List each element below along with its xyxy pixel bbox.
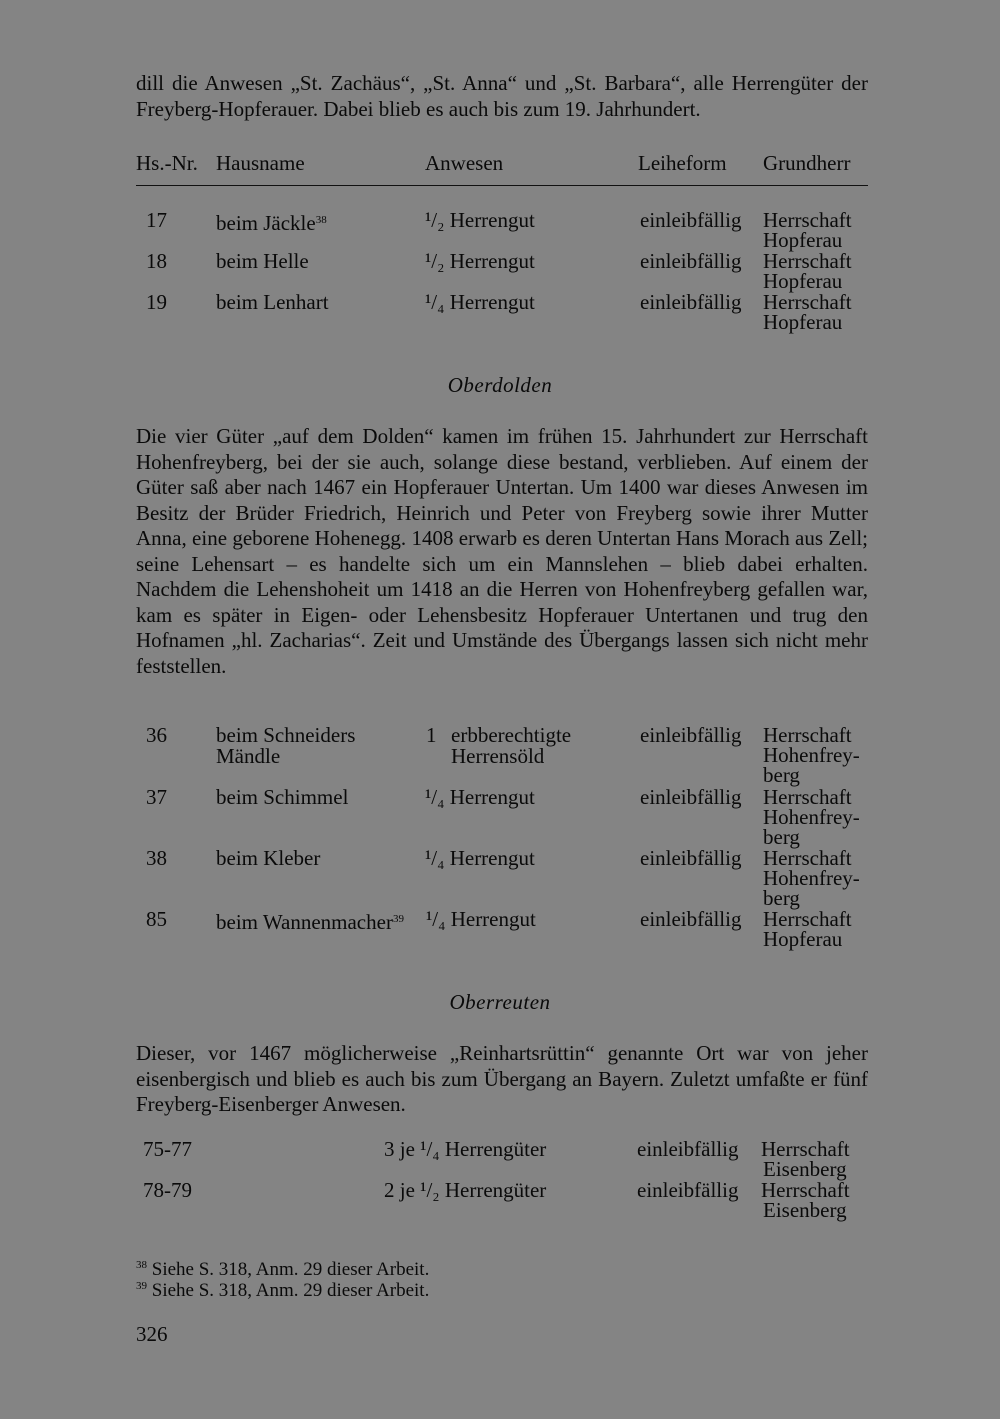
oberreuten-block: [136, 1041, 868, 1118]
cell-anwesen: ¹/₄ Herrengut: [426, 907, 536, 931]
cell-grundherr-line2: Hohenfrey-: [763, 805, 860, 829]
table-header-row: [0, 152, 1000, 174]
cell-grundherr-line2: Hopferau: [763, 269, 843, 293]
cell-grundherr: Herrschaft: [763, 249, 852, 273]
cell-anwesen: ¹/₄ Herrengut: [425, 290, 535, 314]
cell-nr: 38: [146, 846, 167, 870]
cell-grundherr-line3: berg: [763, 825, 800, 849]
cell-grundherr-line2: Hohenfrey-: [763, 743, 860, 767]
cell-grundherr: Herrschaft: [763, 785, 852, 809]
cell-anwesen: ¹/₄ Herrengut: [425, 846, 535, 870]
cell-hausname: beim Helle: [216, 249, 309, 273]
cell-nr: 19: [146, 290, 167, 314]
cell-nr: 85: [146, 907, 167, 931]
cell-leiheform: einleibfällig: [640, 846, 742, 870]
cell-leiheform: einleibfällig: [637, 1178, 739, 1202]
cell-grundherr-line2: Eisenberg: [763, 1198, 847, 1222]
cell-nr: 36: [146, 723, 167, 747]
cell-leiheform: einleibfällig: [640, 723, 742, 747]
table-header-rule: [136, 185, 868, 186]
cell-hausname: [216, 209, 327, 234]
cell-grundherr-line2: Hopferau: [763, 310, 843, 334]
table-row: [0, 907, 1000, 951]
cell-hausname: beim Schneiders: [216, 723, 356, 747]
cell-grundherr: Herrschaft: [763, 907, 852, 931]
cell-leiheform: einleibfällig: [640, 249, 742, 273]
header-grundherr: Grundherr: [763, 151, 851, 175]
cell-hausname: beim Kleber: [216, 846, 321, 870]
header-leiheform: Leiheform: [638, 151, 727, 175]
table-row: [0, 1137, 1000, 1181]
cell-anwesen: 2 je ¹/₂ Herrengüter: [384, 1178, 547, 1202]
footnote: [136, 1275, 429, 1302]
cell-anwesen-count: 1: [426, 723, 437, 747]
cell-nr: 17: [146, 208, 167, 232]
footnote-ref: 39: [392, 913, 404, 925]
intro-block: [136, 71, 868, 122]
cell-grundherr-line3: berg: [763, 886, 800, 910]
cell-anwesen: ¹/₂ Herrengut: [425, 208, 535, 232]
cell-nr: 78-79: [143, 1178, 192, 1202]
header-hausname: Hausname: [216, 151, 305, 175]
cell-grundherr-line3: berg: [763, 763, 800, 787]
header-anwesen: Anwesen: [425, 151, 504, 175]
oberdolden-block: [136, 424, 868, 679]
table-row: [0, 290, 1000, 334]
cell-leiheform: einleibfällig: [640, 208, 742, 232]
table-row: [0, 1178, 1000, 1222]
header-nr: Hs.-Nr.: [136, 151, 198, 175]
cell-anwesen: ¹/₄ Herrengut: [425, 785, 535, 809]
cell-leiheform: einleibfällig: [640, 785, 742, 809]
footnote-ref: 38: [315, 214, 327, 226]
intro-paragraph: dill die Anwesen „St. Zachäus“, „St. Anna“ und „St. Barbara“, alle Herrengüter der Freyberg-Hopferauer. Dabei blieb es auch bis zum 19. Jahrhundert.: [136, 71, 868, 121]
cell-grundherr-line2: Hohenfrey-: [763, 866, 860, 890]
cell-anwesen: ¹/₂ Herrengut: [425, 249, 535, 273]
section-heading-oberreuten: Oberreuten: [449, 990, 551, 1014]
page-number: 326: [136, 1322, 168, 1346]
cell-grundherr: Herrschaft: [763, 723, 852, 747]
table-row: [0, 249, 1000, 293]
footnote-text: Siehe S. 318, Anm. 29 dieser Arbeit.: [151, 1280, 430, 1301]
cell-grundherr-line2: Eisenberg: [763, 1157, 847, 1181]
cell-grundherr-line2: Hopferau: [763, 228, 843, 252]
table-row: [0, 208, 1000, 252]
cell-hausname-line2: Mändle: [216, 744, 281, 768]
cell-anwesen: 3 je ¹/₄ Herrengüter: [384, 1137, 547, 1161]
hausname-text: beim Wannenmacher: [216, 910, 393, 934]
oberdolden-paragraph: Die vier Güter „auf dem Dolden“ kamen im frühen 15. Jahrhundert zur Herrschaft Hohenfreyberg, bei der sie auch, solange diese bestand, verblieben. Auf einem der Güter saß aber nach 1467 ein Hopferauer Untertan. Um 1400 war dieses Anwesen im Besitz der Brüder Friedrich, Heinrich und Peter von Freyberg sowie ihrer Mutter Anna, eine geborene Hohenegg. 1408 erwarb es deren Untertan Hans Morach aus Zell; seine Lehensart – es handelte sich um ein Mannslehen – blieb dabei erhalten. Nachdem die Lehenshoheit um 1418 an die Herren von Hohenfreyberg gefallen war, kam es später in Eigen- oder Lehensbesitz Hopferauer Untertanen und trug den Hofnamen „hl. Zacharias“. Zeit und Umstände des Übergangs lassen sich nicht mehr feststellen.: [136, 424, 868, 678]
footnote-text: Siehe S. 318, Anm. 29 dieser Arbeit.: [151, 1259, 430, 1280]
cell-grundherr: Herrschaft: [763, 290, 852, 314]
cell-hausname: [216, 908, 404, 933]
cell-grundherr: Herrschaft: [763, 846, 852, 870]
cell-anwesen: erbberechtigte: [451, 723, 572, 747]
oberreuten-paragraph: Dieser, vor 1467 möglicherweise „Reinhartsrüttin“ genannte Ort war von jeher eisenbergisch und blieb es auch bis zum Übergang an Bayern. Zuletzt umfaßte er fünf Freyberg-Eisenberger Anwesen.: [136, 1041, 868, 1116]
table-row: [0, 723, 1000, 787]
cell-hausname: beim Schimmel: [216, 785, 349, 809]
cell-nr: 18: [146, 249, 167, 273]
hausname-text: beim Jäckle: [216, 211, 316, 235]
cell-grundherr: Herrschaft: [761, 1178, 850, 1202]
cell-anwesen-line2: Herrensöld: [451, 744, 545, 768]
cell-leiheform: einleibfällig: [640, 907, 742, 931]
table-row: [0, 785, 1000, 849]
section-heading-oberdolden: Oberdolden: [447, 373, 553, 397]
cell-grundherr-line2: Hopferau: [763, 927, 843, 951]
cell-grundherr: Herrschaft: [763, 208, 852, 232]
footnote-mark: 39: [136, 1280, 147, 1292]
table-row: [0, 846, 1000, 910]
cell-nr: 75-77: [143, 1137, 192, 1161]
cell-hausname: beim Lenhart: [216, 290, 329, 314]
footnote-mark: 38: [136, 1259, 147, 1271]
cell-nr: 37: [146, 785, 167, 809]
cell-grundherr: Herrschaft: [761, 1137, 850, 1161]
cell-leiheform: einleibfällig: [640, 290, 742, 314]
cell-leiheform: einleibfällig: [637, 1137, 739, 1161]
